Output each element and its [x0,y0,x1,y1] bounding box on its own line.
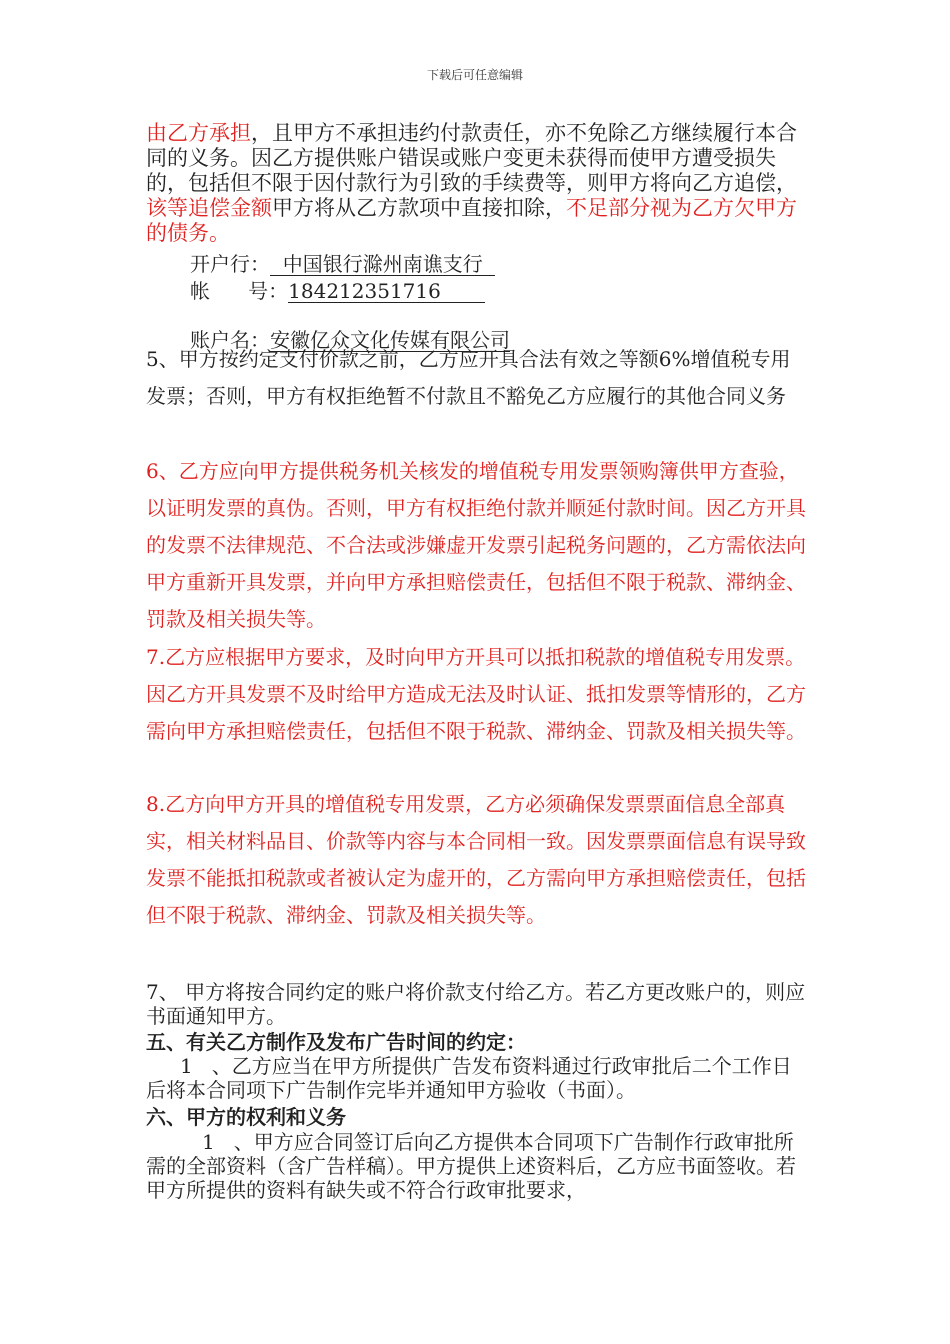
section-6-item-1: 1 、甲方应合同签订后向乙方提供本合同项下广告制作行政审批所需的全部资料（含广告样稿）。甲方提供上述资料后，乙方应书面签收。若甲方所提供的资料有缺失或不符合行政审批要求， [146,1130,796,1202]
text-run: 甲方将从乙方款项中直接扣除， [272,196,566,220]
section-5-heading: 五、有关乙方制作及发布广告时间的约定： [146,1030,526,1054]
item-7-invoice: 7.乙方应根据甲方要求，及时向甲方开具可以抵扣税款的增值税专用发票。因乙方开具发票不及时给甲方造成无法及时认证、抵扣发票等情形的，乙方需向甲方承担赔偿责任，包括但不限于税款、滞纳金、罚款及相关损失等。 [146,645,806,743]
text-run: 由乙方承担 [146,121,251,145]
section-5-item-1: 1 、乙方应当在甲方所提供广告发布资料通过行政审批后二个工作日后将本合同项下广告制作完毕并通知甲方验收（书面）。 [146,1054,792,1102]
text-run: 不足部分视为乙方欠甲方的债务。 [146,196,797,245]
bank-value: 中国银行滁州南谯支行 [270,252,496,276]
text-run: ，且甲方不承担违约付款责任，亦不免除乙方继续履行本合同的义务。因乙方提供账户错误或账户变更未获得而使甲方遭受损失的，包括但不限于因付款行为引致的手续费等，则甲方将向乙方追偿， [146,121,797,195]
bank-line [190,248,495,277]
bank-label: 开户行： [190,252,270,276]
page-header: 下载后可任意编辑 [426,68,523,82]
account-number-label: 帐 号： [190,279,289,303]
payment-clause-paragraph [146,121,806,246]
account-number-line [190,275,485,304]
item-7-payment: 7、 甲方将按合同约定的账户将价款支付给乙方。若乙方更改账户的，则应书面通知甲方。 [146,980,806,1028]
item-8-invoice: 8.乙方向甲方开具的增值税专用发票，乙方必须确保发票票面信息全部真实，相关材料品目、价款等内容与本合同相一致。因发票票面信息有误导致发票不能抵扣税款或者被认定为虚开的，乙方需向甲方承担赔偿责任，包括但不限于税款、滞纳金、罚款及相关损失等。 [146,792,806,927]
text-run: 该等追偿金额 [146,196,272,220]
section-6-heading: 六、甲方的权利和义务 [146,1105,346,1129]
account-number-value: 184212351716 [288,279,486,303]
item-5: 5、甲方按约定支付价款之前，乙方应开具合法有效之等额6%增值税专用发票；否则，甲方有权拒绝暂不付款且不豁免乙方应履行的其他合同义务 [146,347,791,408]
account-name-label: 账户名： [190,328,270,352]
account-name-value: 安徽亿众文化传媒有限公司 [270,328,510,352]
item-6: 6、乙方应向甲方提供税务机关核发的增值税专用发票领购簿供甲方查验，以证明发票的真伪。否则，甲方有权拒绝付款并顺延付款时间。因乙方开具的发票不法律规范、不合法或涉嫌虚开发票引起税务问题的，乙方需依法向甲方重新开具发票，并向甲方承担赔偿责任，包括但不限于税款、滞纳金、罚款及相关损失等。 [146,459,806,631]
